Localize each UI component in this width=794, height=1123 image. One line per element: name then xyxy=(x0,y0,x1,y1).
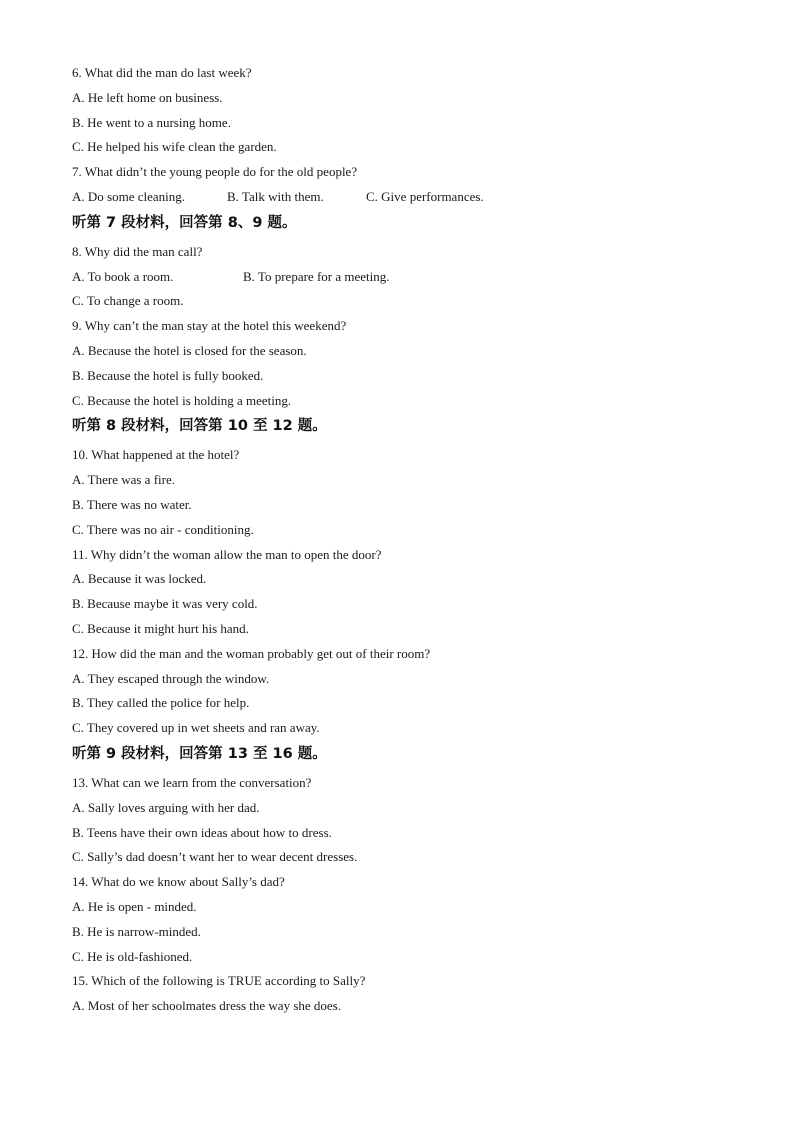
question-11-option-c: C. Because it might hurt his hand. xyxy=(72,620,249,636)
question-6-stem: 6. What did the man do last week? xyxy=(72,65,252,80)
question-8-option-a: A. To book a room. xyxy=(72,268,174,284)
question-14-option-a: A. He is open - minded. xyxy=(72,898,197,914)
question-6-option-a: A. He left home on business. xyxy=(72,89,223,105)
question-8-stem: 8. Why did the man call? xyxy=(72,243,203,259)
question-9-option-c: C. Because the hotel is holding a meeting. xyxy=(72,392,292,408)
question-6-option-c: C. He helped his wife clean the garden. xyxy=(72,139,277,155)
question-9-stem: 9. Why can’t the man stay at the hotel this weekend? xyxy=(72,318,347,334)
question-12-option-b: B. They called the police for help. xyxy=(72,695,250,711)
question-13-option-a: A. Sally loves arguing with her dad. xyxy=(72,799,260,815)
question-15-option-a: A. Most of her schoolmates dress the way she does. xyxy=(72,998,341,1014)
question-10-stem: 10. What happened at the hotel? xyxy=(72,447,240,463)
question-14-option-c: C. He is old-fashioned. xyxy=(72,948,193,964)
question-12-option-c: C. They covered up in wet sheets and ran away. xyxy=(72,720,320,736)
question-9-option-b: B. Because the hotel is fully booked. xyxy=(72,367,264,383)
question-7-option-c: C. Give performances. xyxy=(366,188,484,204)
question-14-stem: 14. What do we know about Sally’s dad? xyxy=(72,874,285,890)
section-heading-8: 听第 8 段材料，回答第 10 至 12 题。 xyxy=(72,418,327,435)
section-heading-9: 听第 9 段材料，回答第 13 至 16 题。 xyxy=(72,745,327,762)
question-9-option-a: A. Because the hotel is closed for the season. xyxy=(72,342,307,358)
question-7-option-a: A. Do some cleaning. xyxy=(72,188,186,204)
question-7-stem: 7. What didn’t the young people do for the old people? xyxy=(72,164,358,180)
question-10-option-a: A. There was a fire. xyxy=(72,472,175,488)
question-8-options xyxy=(72,267,732,292)
question-12-stem: 12. How did the man and the woman probably get out of their room? xyxy=(72,645,431,661)
question-15-stem: 15. Which of the following is TRUE according to Sally? xyxy=(72,973,366,989)
section-heading-7: 听第 7 段材料，回答第 8、9 题。 xyxy=(72,214,297,231)
question-11-stem: 11. Why didn’t the woman allow the man to open the door? xyxy=(72,546,382,562)
question-6-option-b: B. He went to a nursing home. xyxy=(72,114,231,130)
question-8-option-b: B. To prepare for a meeting. xyxy=(243,268,390,284)
question-13-stem: 13. What can we learn from the conversation? xyxy=(72,774,312,790)
question-12-option-a: A. They escaped through the window. xyxy=(72,670,270,686)
question-10-option-b: B. There was no water. xyxy=(72,496,192,512)
question-11-option-b: B. Because maybe it was very cold. xyxy=(72,596,258,612)
question-13-option-b: B. Teens have their own ideas about how to dress. xyxy=(72,824,332,840)
question-7-options xyxy=(72,187,732,212)
question-7-option-b: B. Talk with them. xyxy=(227,188,324,204)
question-10-option-c: C. There was no air - conditioning. xyxy=(72,521,254,537)
question-8-option-c: C. To change a room. xyxy=(72,293,184,309)
question-11-option-a: A. Because it was locked. xyxy=(72,571,207,587)
document-page xyxy=(72,63,732,1021)
question-14-option-b: B. He is narrow-minded. xyxy=(72,923,201,939)
question-13-option-c: C. Sally’s dad doesn’t want her to wear decent dresses. xyxy=(72,849,358,865)
